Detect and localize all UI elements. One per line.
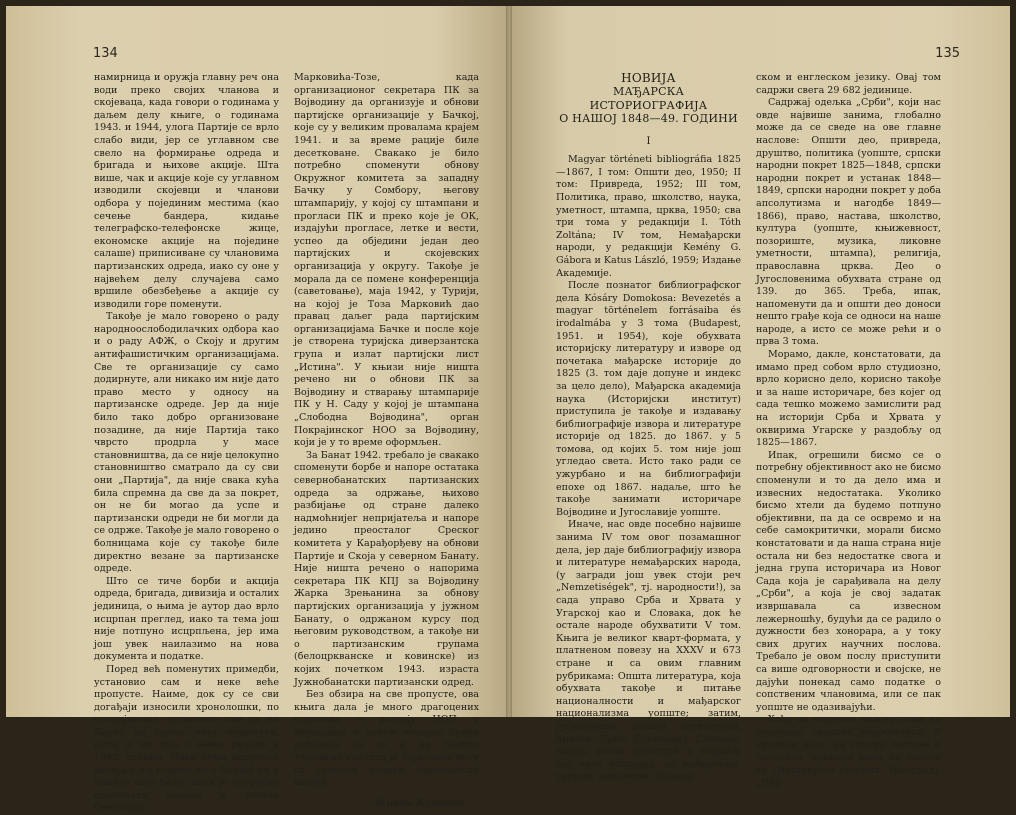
page-number-right: 135 bbox=[935, 46, 960, 61]
paragraph: Хоћу да скренем пажњу само на неколико оваквих недостатака. У уводном делу, на списку листова и часописа, примера ради, не налази се „Историјски гласник" (Београд), „Нер- bbox=[756, 714, 941, 789]
paragraph: Морамо, дакле, констатовати, да имамо пред собом врло студиозно, врло корисно дело, корисно такође и за наше историчаре, без којег од сада тешко можемо замислити рад на историји Срба и Хрвата у оквирима Угарске у раздобљу од 1825—1867. bbox=[756, 349, 941, 449]
left-page bbox=[6, 6, 508, 814]
paragraph: Такође је мало говорено о раду народноослободилачких одбора као и о раду АФЖ, о Скоју и другим антифашистичким организацијама. Све те организације су само додирнуте, али никако им није дато право место у односу на партизанске одреде. Јер да није било тако добро организоване позадине, да није Партија тако чврсто продрла у масе становништва, да се није целокупно становништво сматрало да су сви они „Партија", да није свака кућа била спремна да све да за покрет, он не би могао да успе и партизански одреди не би могли да се одрже. Такође је мало говорено о болницама које су такође биле директно везане за партизанске одреде. bbox=[94, 311, 279, 575]
right-column-1 bbox=[556, 72, 741, 784]
page-number-left: 134 bbox=[93, 46, 118, 61]
paragraph: Ипак, огрешили бисмо се о потребну објективност ако не бисмо споменули и то да дело има и извесних недостатака. Уколико бисмо хтели да будемо потпуно објективни, па да се освремо и на себе самокритички, морали бисмо констатовати и да наша страна није остала ни без недостатке свога и једна група историчара из Новог Сада која је сарађивала на делу „Срби", а која је свој задатак извршавала са извесном лежерношћу, будући да се радило о дужности без хонорара, а у току свих других научних послова. Требало је овом послу приступити са више одговорности и својске, не дајући понекад само податке о сопственим члановима, или се пак уопште не одазивајући. bbox=[756, 449, 941, 713]
right-page bbox=[508, 6, 1010, 789]
left-column-2 bbox=[294, 72, 479, 810]
right-column-2 bbox=[756, 72, 941, 790]
author-signature: Живан Куманов bbox=[373, 797, 465, 809]
paragraph: Без обзира на све пропусте, ова књига дала је много драгоцених података о развоју НОП у Војводини и путем изворне грађе доказала да се и на таквим теренима као што је Војводина могу са успехом водити партизанске акције. bbox=[294, 689, 479, 789]
section-number: I bbox=[646, 135, 651, 147]
paragraph: Марковића-Тозе, када организационог секретара ПК за Војводину да организује и обнови партијске организације у Бачкој, које су у великим провалама крајем 1941. и за време рације биле десетковане. Свакако је било потребно споменути обнову Окружног комитета за западну Бачку у Сомбору, његову штампарију, у којој су штампани и прогласи ПК и преко које је ОК, издајући прогласе, летке и вести, успео да обједини један део партијских и скојевских организација у округу. Такође је морала да се помене конференција (саветовање), маја 1942, у Турији, на којој је Тоза Марковић дао правац даљег рада партијским организацијама Бачке и после које је створена туријска диверзантска група и излат партијски лист „Истина". У књизи није ништа речено ни о обнови ПК за Војводину и стварању штампарије ПК у Н. Саду у којој је штампана „Слободна Војводина", орган Покрајинског НОО за Војводину, који је у то време оформљен. bbox=[294, 72, 479, 449]
left-column-1 bbox=[94, 72, 279, 815]
paragraph: За Банат 1942. требало је свакако споменути борбе и напоре остатака севернобанатских партизанских одреда за одржање, њихово разбијање од стране далеко надмоћнијег непријатеља и напоре једино преосталог Среског комитета у Карађорђеву на обнови Партије и Скоја у северном Банату. Није ништа речено о напорима секретара ПК КПЈ за Војводину Жарка Зрењанина за обнову партијских организација у јужном Банату, о одржаном курсу под његовим руководством, а такође ни о партизанским групама (белоцркванске и ковинске) из којих почетком 1943. израста Јужнобанатски партизански одред. bbox=[294, 449, 479, 688]
paragraph: намирница и оружја главну реч она води преко својих чланова и скојеваца, када говори о годинама у даљем делу књиге, о годинама 1943. и 1944, улога Партије се врло слабо види, јер се углавном све свело на формирање одреда и бригада и њихове акције. Шта више, чак и акције које су углавном изводили скојевци и чланови одбора у појединим местима (као сечење бандера, кидање телеграфско-телефонске жице, економске акције на поједине салаше) приписиване су члановима партизанских одреда, иако су оне у највећем делу случајева само вршиле обезбеђење а акције су изводили горе поменути. bbox=[94, 72, 279, 310]
article-title bbox=[556, 72, 741, 126]
paragraph: Magyar történeti bibliográfia 1825—1867, I том: Општи део, 1950; II том: Привреда, 1952; III том, Политика, право, школство, наука, уметност, штампа, црква, 1950; сва три тома у редакцији I. Tóth Zoltána; IV том, Немађарски народи, у редакцији Keмény G. Gábora и Katus László, 1959; Издање Академије. bbox=[556, 154, 741, 279]
title-line: НОВИЈА bbox=[621, 71, 676, 85]
paragraph: Садржај одељка „Срби", који нас овде највише занима, глобално може да се сведе на ове главне наслове: Општи део, привреда, друштво, политика (уопште, српски народни покрет 1825—1848, српски народни покрет и устанак 1848—1849, српски народни покрет у доба апсолутизма и нагодбе 1849—1866), право, настава, школство, култура (уопште, књижевност, позориште, музика, ликовне уметности, штампа), религија, православна црква. Део о Југословенима обухвата стране од 139. до 365. Треба, ипак, напоменути да и општи део доноси нешто грађе која се односи на наше народе, а исто се може рећи и о прва 3 тома. bbox=[756, 97, 941, 348]
title-line: МАЂАРСКА ИСТОРИОГРАФИЈА bbox=[589, 85, 708, 112]
paragraph: После познатог библиографског дела Kósáry Domokosa: Bevezetés a magyar történelem forrásaiba és irodalmába у 3 тома (Budapest, 1951. и 1954), које обухвата историјску литературу и изворе од почетака мађарске историје до 1825 (3. том даје допуне и индекс за цело дело), Мађарска академија наука (Историјски институт) приступила је такође и издавању библиографије извора и литературе историје од 1825. до 1867. у 5 томова, од којих 5. том није још угледао света. Исто тако ради се ужурбано и на библиографији епохе од 1867. надаље, што ће такође занимати историчаре Војводине и Југославије уопште. bbox=[556, 280, 741, 518]
paragraph: Поред већ поменутих примедби, установио сам и неке веће пропусте. Наиме, док су се сви догађаји износили хронолошки, по покрајинама, установио сам да ни Банат ни Бачка нису поменути, нити је ма шта о њима речено у 1942. години. Иако нема наручито акција у тој години ни у Бачкој ни у Банату није било, ипак је потребно споменути напоре и успехе Светозара bbox=[94, 663, 279, 814]
book-gutter bbox=[506, 6, 512, 717]
title-line: О НАШОЈ 1848—49. ГОДИНИ bbox=[559, 112, 738, 126]
book-spread bbox=[6, 6, 1010, 814]
paragraph: Иначе, нас овде посебно највише занима IV том овог позамашног дела, јер даје библиографију извора и литературе немађарских народа, (у загради још увек стоји реч „Nemzetiségek", тј. народности!), за сада управо Срба и Хрвата у Угарској као и Словака, док ће остале народе обухватити V том. Књига је великог кварт-формата, у платненом повезу на XXXV и 673 стране и са овим главним рубрикама: Општа литература, која обухвата такође и питање националности и мађарског национализма уопште; затим, Југословени (општа литература, Хрвати, Срби, Словенци), Словаци, најзад разни регистри и садржај дат врло опширно, на мађарском, руском, немачком, францу- bbox=[556, 519, 741, 783]
paragraph: ском и енглеском језику. Овај том садржи свега 29 682 јединице. bbox=[756, 72, 941, 96]
paragraph: Што се тиче борби и акција одреда, бригада, дивизија и осталих јединица, о њима је аутор дао врло исцрпан преглед, иако та тема још није потпуно исцрпљена, јер има још увек наилазимо на нова документа и податке. bbox=[94, 575, 279, 663]
